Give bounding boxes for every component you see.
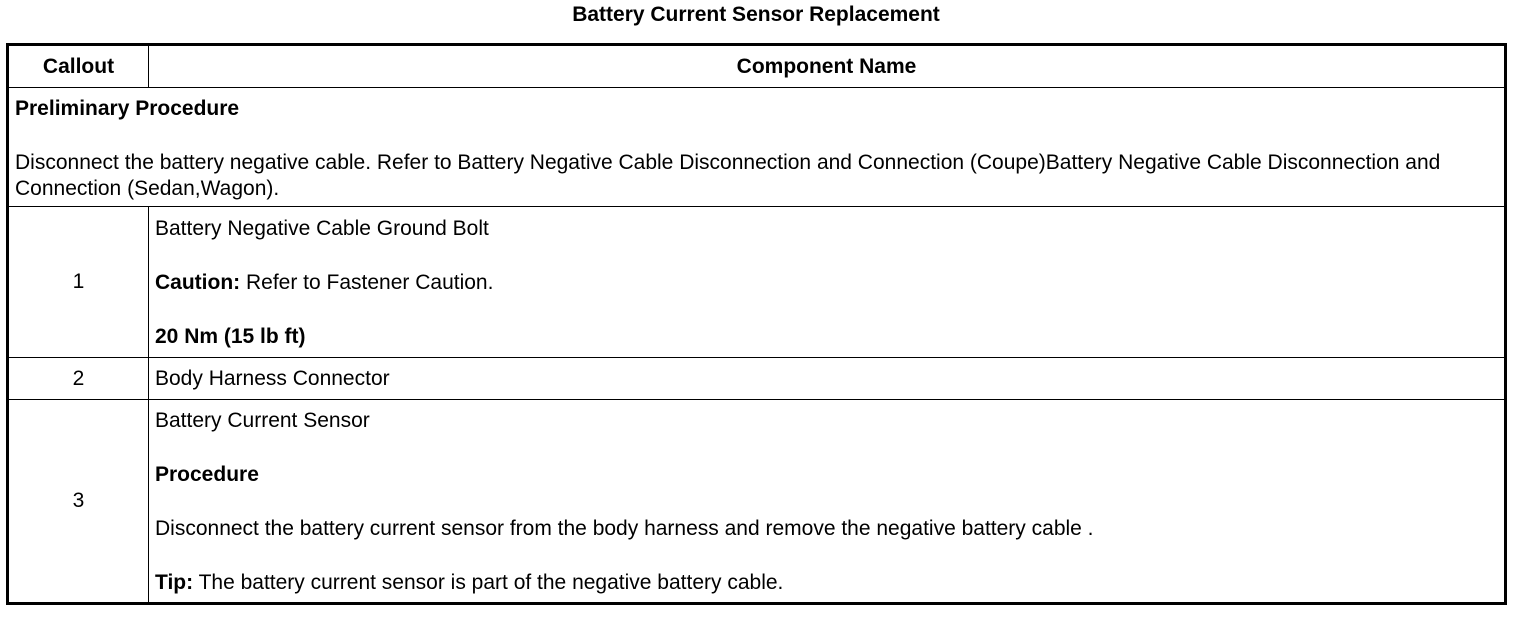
callout-number: 1: [8, 207, 149, 358]
tip-text: The battery current sensor is part of the negative battery cable.: [193, 571, 784, 594]
torque-spec: 20 Nm (15 lb ft): [155, 325, 306, 348]
page-title: Battery Current Sensor Replacement: [572, 3, 940, 26]
callout-column-header: Callout: [8, 45, 149, 88]
tip-label: Tip:: [155, 571, 194, 594]
preliminary-procedure-cell: [8, 88, 1506, 207]
caution-text: Refer to Fastener Caution.: [240, 271, 494, 294]
component-name: Battery Current Sensor: [155, 409, 370, 432]
callout-number: 2: [8, 358, 149, 400]
preliminary-procedure-text: Disconnect the battery negative cable. Refer to Battery Negative Cable Disconnection and Connection (Coupe)Battery Negative Cable Disconnection and Connection (Sedan,Wagon).: [15, 151, 1441, 200]
component-name: Battery Negative Cable Ground Bolt: [155, 217, 489, 240]
component-cell: [149, 400, 1506, 604]
component-table: [6, 43, 1507, 605]
procedure-heading: Procedure: [155, 463, 259, 486]
preliminary-procedure-heading: Preliminary Procedure: [15, 97, 240, 120]
preliminary-procedure-row: [8, 88, 1506, 207]
table-row: [8, 400, 1506, 604]
component-name-column-header: Component Name: [149, 45, 1506, 88]
component-name: Body Harness Connector: [149, 358, 1506, 400]
table-header-row: [8, 45, 1506, 88]
caution-label: Caution:: [155, 271, 241, 294]
callout-number: 3: [8, 400, 149, 604]
caution-line: [155, 270, 1498, 296]
procedure-text: Disconnect the battery current sensor from the body harness and remove the negative battery cable .: [155, 517, 1094, 540]
tip-line: [155, 570, 1498, 596]
component-cell: [149, 207, 1506, 358]
table-row: [8, 358, 1506, 400]
table-row: [8, 207, 1506, 358]
